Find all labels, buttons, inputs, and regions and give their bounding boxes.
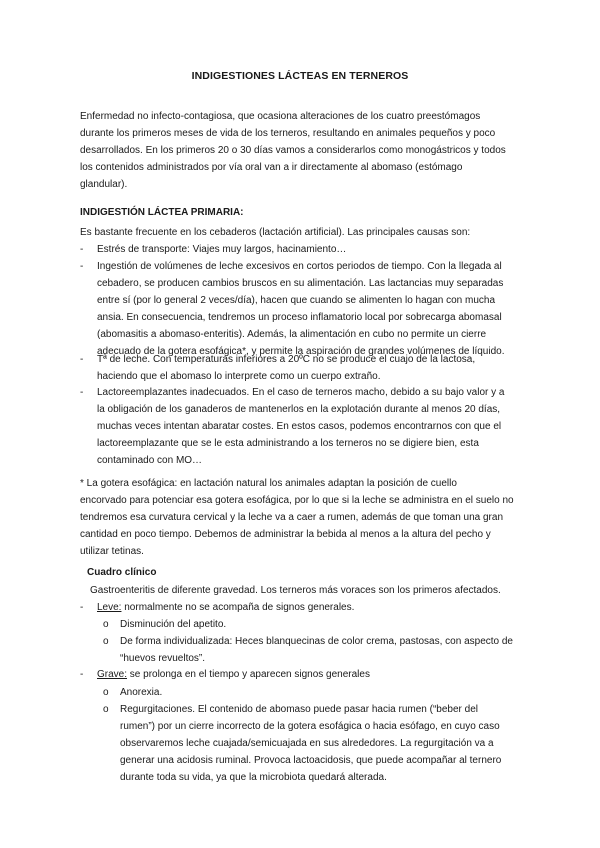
list-item-grave: [97, 666, 522, 683]
text-line: muchas veces intentan abaratar costes. En estos casos, podemos encontrarnos con que el: [97, 421, 502, 432]
text-line: entre sí (por lo general 2 veces/día), hacen que cuando se alimenten lo hagan con mucha: [97, 295, 496, 306]
intro-paragraph: [80, 108, 520, 193]
list-dash: -: [80, 244, 84, 255]
text-line: Regurgitaciones. El contenido de abomaso puede pasar hacia rumen (“beber del: [120, 704, 479, 715]
text-line: adecuado de la gotera esofágica*, y permite la aspiración de grandes volúmenes de líquido.: [97, 346, 505, 357]
text-line: Estrés de transporte: Viajes muy largos, hacinamiento…: [97, 244, 347, 255]
bullet-circle: o: [103, 704, 109, 715]
text-line: cebadero, se producen cambios bruscos en su alimentación. Las lactancias muy separadas: [97, 278, 504, 289]
text-line: lactoreemplazante que se le esta administrando a los terneros no se digiere bien, esta: [97, 438, 479, 449]
text-line: haciendo que el abomaso lo interprete como un cuerpo extraño.: [97, 371, 381, 382]
section-lead: Es bastante frecuente en los cebaderos (lactación artificial). Las principales causas son:: [80, 227, 471, 238]
list-item: [97, 241, 522, 258]
bullet-circle: o: [103, 687, 109, 698]
section-heading: INDIGESTIÓN LÁCTEA PRIMARIA:: [80, 207, 244, 218]
subsection-lead: Gastroenteritis de diferente gravedad. Los terneros más voraces son los primeros afectados.: [90, 585, 501, 596]
text-line: Disminución del apetito.: [120, 619, 227, 630]
grave-text: se prolonga en el tiempo y aparecen signos generales: [127, 669, 370, 680]
list-item: [97, 351, 522, 385]
subsection-heading: Cuadro clínico: [87, 567, 157, 578]
text-line: utilizar tetinas.: [80, 546, 144, 557]
page-title: INDIGESTIONES LÁCTEAS EN TERNEROS: [191, 70, 409, 82]
sub-list-item: [120, 684, 522, 701]
list-dash: -: [80, 669, 84, 680]
text-line: los contenidos administrados por vía oral van a ir directamente al abomaso (estómago: [80, 162, 463, 173]
text-line: Anorexia.: [120, 687, 163, 698]
text-line: observaremos leche cuajada/semicuajada en sus alrededores. La regurgitación va a: [120, 738, 494, 749]
text-line: durante toda su vida, ya que la microbiota quedará alterada.: [120, 772, 387, 783]
text-line: Enfermedad no infecto-contagiosa, que ocasiona alteraciones de los cuatro preestómagos: [80, 111, 481, 122]
text-line: Lactoreemplazantes inadecuados. En el caso de terneros macho, debido a su bajo valor y a: [97, 387, 505, 398]
sub-list-item: [120, 633, 530, 667]
list-item-leve: [97, 599, 522, 616]
list-item: [97, 384, 522, 469]
list-dash: -: [80, 354, 84, 365]
text-line: De forma individualizada: Heces blanquecinas de color crema, pastosas, con aspecto de: [120, 636, 513, 647]
sub-list-item: [120, 616, 522, 633]
sub-list-item: [120, 701, 522, 786]
text-line: generar una acidosis ruminal. Provoca lactoacidosis, que puede acompañar al ternero: [120, 755, 502, 766]
text-line: glandular).: [80, 179, 128, 190]
text-line: rumen”) por un cierre incorrecto de la gotera esofágica o hacia esófago, en cuyo caso: [120, 721, 500, 732]
text-line: Ingestión de volúmenes de leche excesivos en cortos periodos de tiempo. Con la llegada al: [97, 261, 502, 272]
list-dash: -: [80, 602, 84, 613]
text-line: durante los primeros meses de vida de los terneros, resultando en animales pequeños y poco: [80, 128, 496, 139]
bullet-circle: o: [103, 619, 109, 630]
text-line: (abomasitis a abomaso-enteritis). Además, la alimentación en cubo no permite un cierre: [97, 329, 487, 340]
list-item: [97, 258, 522, 360]
footnote-paragraph: [80, 475, 520, 560]
text-line: tendremos esa curvatura cervical y la leche va a caer a rumen, además de que toman una gran: [80, 512, 504, 523]
text-line: ansia. En consecuencia, tendremos un proceso inflamatorio local por sobrecarga abomasal: [97, 312, 502, 323]
leve-label: Leve:: [97, 602, 122, 613]
text-line: * La gotera esofágica: en lactación natural los animales adaptan la posición de cuello: [80, 478, 457, 489]
text-line: cantidad en poco tiempo. Debemos de administrar la bebida al menos a la altura del pecho y: [80, 529, 491, 540]
text-line: Tª de leche. Con temperaturas inferiores a 20ºC no se produce el cuajo de la lactosa,: [97, 354, 476, 365]
text-line: desarrollados. En los primeros 20 o 30 días vamos a considerarlos como monogástricos y todos: [80, 145, 506, 156]
text-line: encorvado para potenciar esa gotera esofágica, por lo que si la leche se administra en el suelo no: [80, 495, 514, 506]
text-line: la obligación de los ganaderos de mantenerlos en la explotación durante al menos 20 días,: [97, 404, 501, 415]
bullet-circle: o: [103, 636, 109, 647]
text-line: “huevos revueltos”.: [120, 653, 206, 664]
list-dash: -: [80, 387, 84, 398]
leve-text: normalmente no se acompaña de signos generales.: [121, 602, 355, 613]
text-line: contaminado con MO…: [97, 455, 203, 466]
list-dash: -: [80, 261, 84, 272]
grave-label: Grave:: [97, 669, 128, 680]
